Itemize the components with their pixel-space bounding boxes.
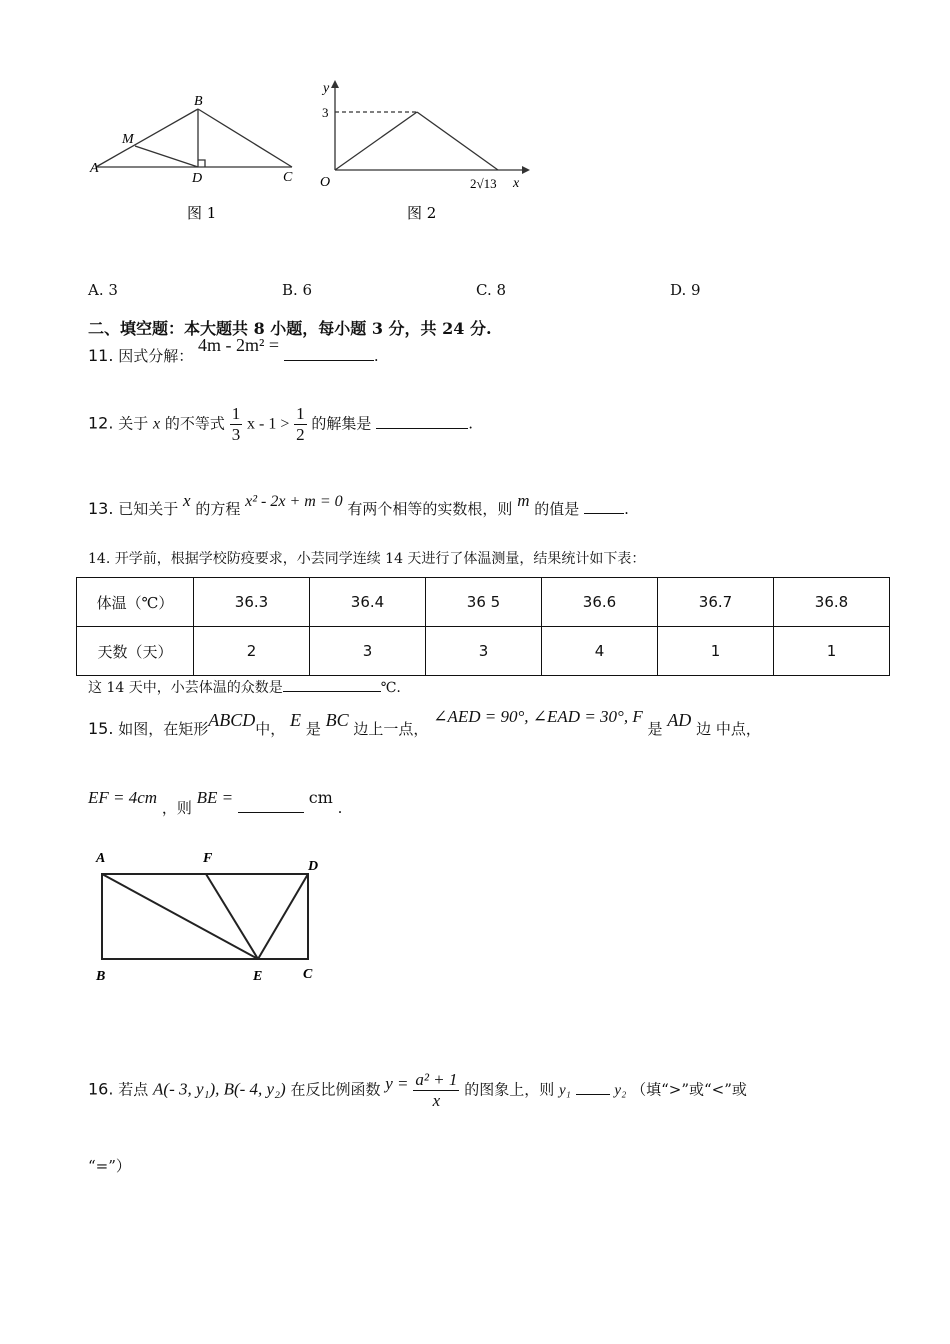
q12-fraction-1: $\frac{1}{3}$ [231, 404, 241, 444]
fig15-label-D: D [308, 859, 319, 874]
question-14: 14. 开学前，根据学校防疫要求，小芸同学连续 14 天进行了体温测量，结果统计如下表： [88, 551, 646, 567]
table-cell: 3 [310, 627, 426, 676]
q15-end: . [337, 799, 343, 817]
q15-m5: AD [667, 710, 692, 730]
fig15-label-A: A [96, 851, 106, 866]
q16-t3: 的图象上，则 [464, 1080, 555, 1099]
q11-expression: 4m - 2m² = [198, 335, 280, 355]
q12-fraction-2: $\frac{1}{2}$ [296, 404, 305, 444]
table-cell: 天数（天） [77, 627, 194, 676]
table-cell: 1 [658, 627, 774, 676]
fig1-label-B: B [194, 94, 203, 109]
q15-t1: 如图，在矩形 [118, 720, 209, 738]
fig15-label-E: E [253, 969, 263, 984]
q15-m2: E [290, 710, 302, 730]
table-cell: 4 [542, 627, 658, 676]
q13-post2: 的值是 [534, 500, 580, 518]
q16-answer-blank[interactable] [576, 1080, 610, 1095]
q16-t1: 若点 [118, 1080, 149, 1099]
table-cell: 36.8 [774, 578, 890, 627]
fig1-label-D: D [192, 171, 203, 186]
q15-m6: EF = 4cm [88, 788, 158, 807]
q16-t4: （填“>”或“<”或 [631, 1080, 747, 1099]
question-15-line-2 [88, 786, 343, 817]
q12-answer-blank[interactable] [376, 414, 468, 429]
q11-answer-blank[interactable] [284, 346, 374, 361]
q15-t3: 是 [305, 720, 321, 738]
table-cell: 2 [194, 627, 310, 676]
q15-m3: BC [325, 710, 349, 730]
table-cell: 36.4 [310, 578, 426, 627]
question-16-line-2: “=”） [88, 1157, 131, 1175]
q16-m1: A(- 3, y₁), B(- 4, y₂) [153, 1079, 286, 1099]
q16-fraction: $\frac{\text{a² + 1}}{x}$ [415, 1070, 458, 1110]
fig1-caption: 图 1 [187, 204, 217, 222]
table-row [77, 627, 890, 676]
q13-number: 13. [88, 499, 114, 518]
q15-answer-blank[interactable] [238, 798, 304, 813]
fig15-label-B: B [96, 969, 106, 984]
q10-option-b: B. 6 [282, 281, 313, 299]
q13-var2: m [517, 491, 530, 510]
figure-15-rectangle [90, 846, 340, 991]
q11-text: 因式分解： [118, 347, 194, 365]
temperature-table [76, 577, 890, 676]
section-2-title: 二、填空题：本大题共 8 小题，每小题 3 分，共 24 分. [88, 319, 492, 338]
q15-t6: 边 中点， [696, 720, 761, 738]
q12-expression: x - 1 > [247, 415, 290, 433]
question-15 [88, 707, 761, 741]
table-cell: 1 [774, 627, 890, 676]
q13-pre: 已知关于 [118, 500, 179, 518]
q15-t2: 中， [255, 720, 286, 738]
fig15-label-C: C [303, 967, 313, 982]
q16-m3: y₁ [558, 1082, 571, 1099]
q10-option-c: C. 8 [476, 281, 507, 299]
question-11 [88, 335, 379, 368]
q16-m4: y₂ [614, 1082, 627, 1099]
q11-number: 11. [88, 346, 114, 365]
q12-var: x [153, 415, 161, 433]
q14-end: ℃. [380, 680, 401, 696]
q15-t7: ，则 [161, 799, 192, 817]
fig2-label-y: y [323, 81, 330, 96]
question-14-answer-line [88, 677, 401, 697]
question-12 [88, 404, 473, 445]
q14-after-text: 这 14 天中，小芸体温的众数是 [88, 680, 283, 696]
fig2-label-ytick: 3 [322, 105, 329, 120]
q11-end: . [373, 347, 379, 365]
q16-number: 16. [88, 1079, 114, 1099]
fig2-label-origin: O [320, 175, 331, 190]
q15-m7: BE = [196, 788, 234, 807]
fig1-label-M: M [122, 132, 134, 147]
q16-m2: y = [385, 1073, 409, 1093]
fig2-label-x: x [513, 176, 520, 191]
table-cell: 3 [426, 627, 542, 676]
fig1-label-C: C [283, 170, 293, 185]
q13-post: 有两个相等的实数根，则 [347, 500, 513, 518]
table-cell: 体温（℃） [77, 578, 194, 627]
fig15-label-F: F [203, 851, 213, 866]
q14-answer-blank[interactable] [283, 677, 381, 692]
q13-var: x [183, 491, 191, 510]
q12-number: 12. [88, 413, 114, 433]
table-row [77, 578, 890, 627]
table-cell: 36.3 [194, 578, 310, 627]
fig2-caption: 图 2 [407, 204, 437, 222]
q15-m4: ∠AED = 90°, ∠EAD = 30°, F [433, 707, 643, 726]
figure-2-graph [310, 78, 540, 228]
q15-unit: cm [308, 788, 333, 807]
q10-option-d: D. 9 [670, 281, 701, 299]
q13-expression: x² - 2x + m = 0 [245, 493, 343, 510]
q13-end: . [624, 500, 629, 518]
q15-m1: ABCD [208, 710, 256, 730]
q16-t2: 在反比例函数 [290, 1080, 381, 1099]
question-16 [88, 1070, 747, 1111]
question-13 [88, 491, 629, 522]
q10-option-a: A. 3 [88, 281, 118, 299]
q12-pre: 关于 [118, 414, 149, 433]
table-cell: 36.6 [542, 578, 658, 627]
fig2-label-xtick: 2√13 [470, 176, 497, 191]
q15-t5: 是 [647, 720, 663, 738]
fig1-label-A: A [90, 161, 99, 176]
q13-answer-blank[interactable] [584, 499, 624, 514]
table-cell: 36 5 [426, 578, 542, 627]
q12-post: 的解集是 [311, 414, 372, 433]
q15-number: 15. [88, 719, 114, 738]
q15-t4: 边上一点， [353, 720, 429, 738]
table-cell: 36.7 [658, 578, 774, 627]
q12-end: . [468, 414, 473, 433]
figure-1-triangle [80, 88, 310, 228]
q13-mid: 的方程 [195, 500, 241, 518]
q12-mid: 的不等式 [164, 414, 225, 433]
